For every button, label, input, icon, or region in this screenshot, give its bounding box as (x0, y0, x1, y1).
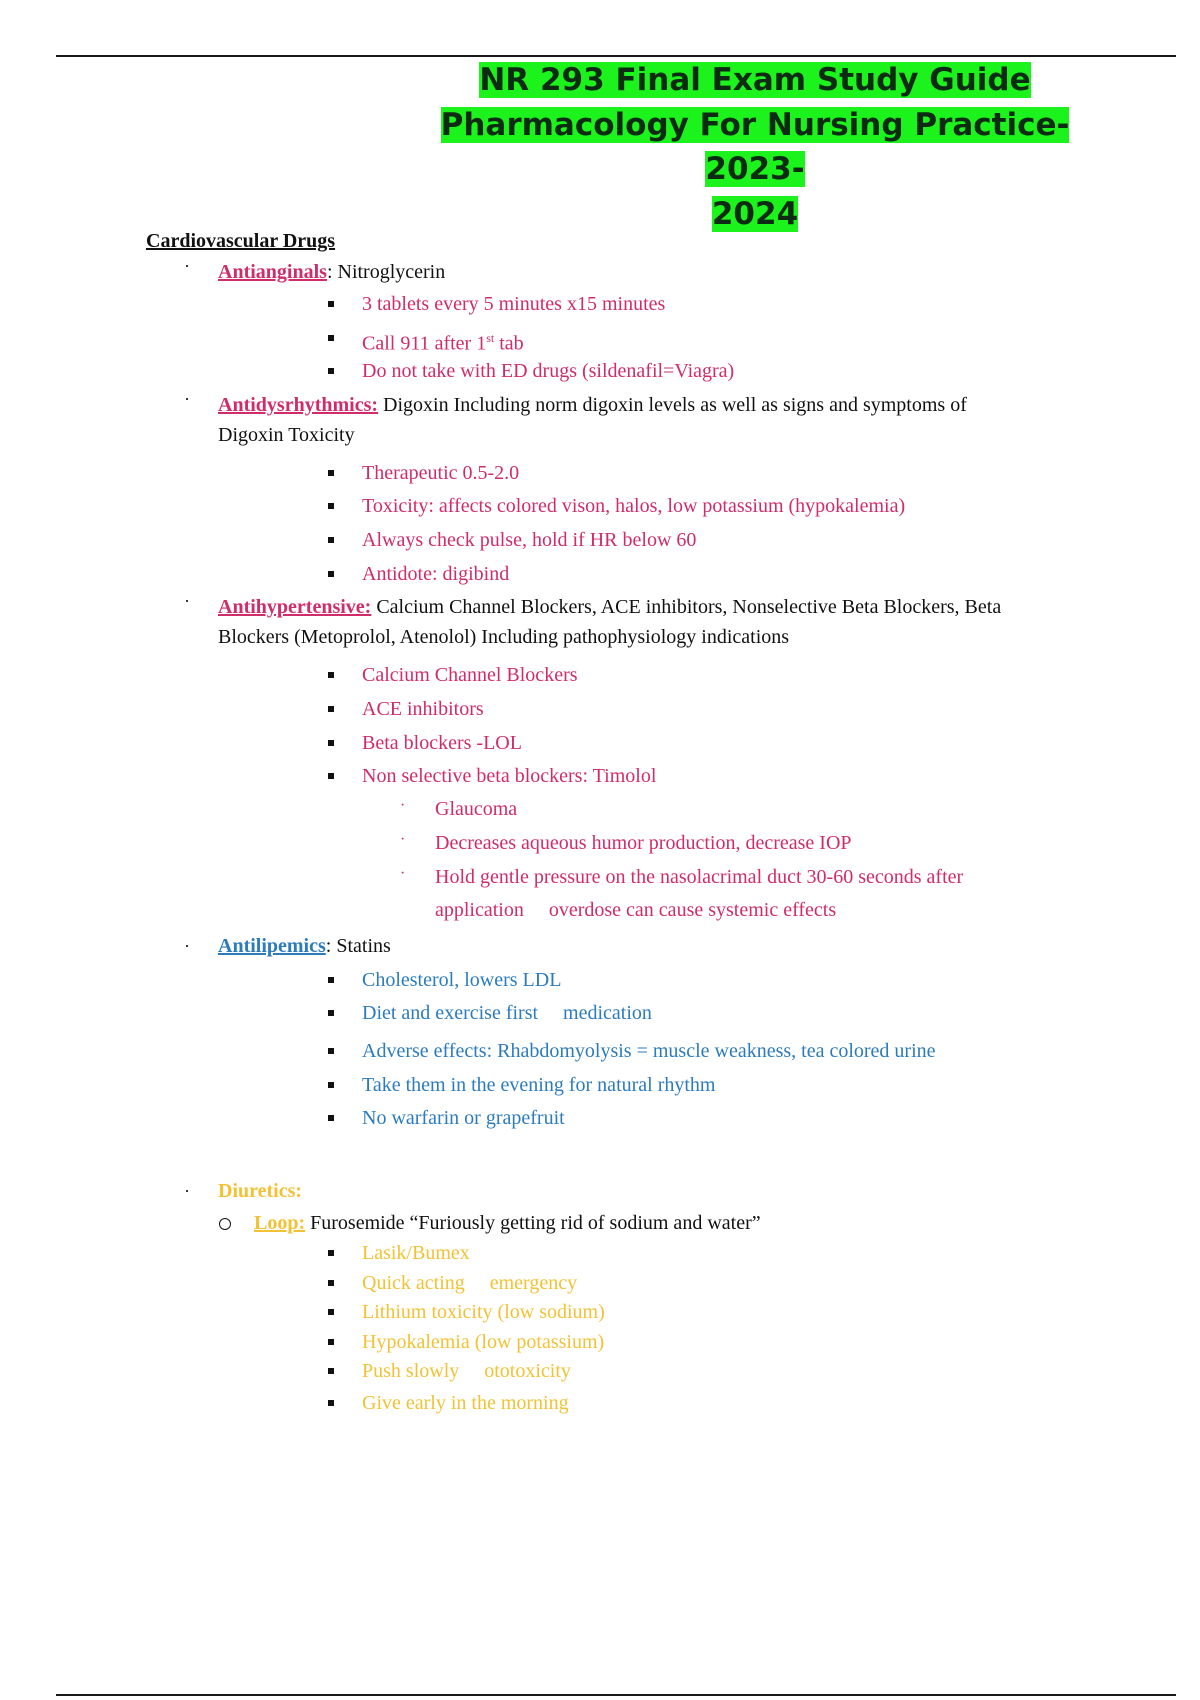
sub-bullet: · (400, 865, 406, 882)
sub-list-item: Hold gentle pressure on the nasolacrimal duct 30-60 seconds after (435, 866, 964, 888)
list-item: ACE inhibitors (362, 698, 484, 720)
list-item: Lasik/Bumex (362, 1242, 470, 1264)
category-label: Antidysrhythmics: (218, 394, 379, 416)
square-bullet (328, 1115, 334, 1121)
list-item: Quick acting emergency (362, 1272, 578, 1294)
title-line-3: 2024 (711, 195, 799, 232)
list-item: Calcium Channel Blockers (362, 664, 578, 686)
square-bullet (328, 1010, 334, 1016)
square-bullet (328, 1309, 334, 1315)
square-bullet (328, 1280, 334, 1286)
bullet-dot: · (184, 936, 190, 956)
square-bullet (328, 977, 334, 983)
square-bullet (328, 773, 334, 779)
square-bullet (328, 368, 334, 374)
list-item: Lithium toxicity (low sodium) (362, 1301, 605, 1323)
sub-list-item: Glaucoma (435, 798, 518, 820)
category-label: Antianginals (218, 261, 327, 283)
circle-bullet (219, 1218, 231, 1230)
category-antianginals: Antianginals: Nitroglycerin (218, 261, 446, 283)
list-item: Call 911 after 1st tab (362, 331, 524, 355)
sub-bullet: · (400, 797, 406, 814)
square-bullet (328, 301, 334, 307)
bullet-dot: · (184, 1181, 190, 1201)
title-line-1: NR 293 Final Exam Study Guide (479, 62, 1031, 98)
square-bullet (328, 1082, 334, 1088)
square-bullet (328, 335, 334, 341)
list-item: Hypokalemia (low potassium) (362, 1331, 605, 1353)
list-item: Beta blockers -LOL (362, 732, 522, 754)
sub-list-item-continued: application overdose can cause systemic effects (435, 899, 837, 921)
square-bullet (328, 537, 334, 543)
subcategory-loop: Loop: Furosemide “Furiously getting rid of sodium and water” (254, 1212, 761, 1234)
bullet-dot: · (184, 591, 190, 611)
list-item: Diet and exercise first medication (362, 1002, 652, 1024)
square-bullet (328, 1368, 334, 1374)
bottom-rule (56, 1694, 1176, 1696)
category-antihypertensive: Antihypertensive: Calcium Channel Blockers, ACE inhibitors, Nonselective Beta Blockers, Beta (218, 596, 1002, 618)
list-item: Non selective beta blockers: Timolol (362, 765, 657, 787)
bullet-dot: · (184, 389, 190, 409)
list-item: Adverse effects: Rhabdomyolysis = muscle weakness, tea colored urine (362, 1040, 936, 1062)
category-antidysrhythmics: Antidysrhythmics: Digoxin Including norm digoxin levels as well as signs and symptoms of (218, 394, 967, 416)
list-item: Toxicity: affects colored vison, halos, low potassium (hypokalemia) (362, 495, 906, 517)
list-item: Give early in the morning (362, 1392, 569, 1414)
list-item: Cholesterol, lowers LDL (362, 969, 562, 991)
sub-list-item: Decreases aqueous humor production, decrease IOP (435, 832, 852, 854)
list-item: Always check pulse, hold if HR below 60 (362, 529, 697, 551)
square-bullet (328, 672, 334, 678)
title-line-2: Pharmacology For Nursing Practice-2023- (440, 106, 1070, 187)
category-label: Antihypertensive: (218, 596, 372, 618)
square-bullet (328, 740, 334, 746)
square-bullet (328, 706, 334, 712)
square-bullet (328, 503, 334, 509)
category-antilipemics: Antilipemics: Statins (218, 935, 391, 957)
category-label: Diuretics: (218, 1180, 303, 1202)
square-bullet (328, 571, 334, 577)
category-label: Antilipemics (218, 935, 326, 957)
list-item: Antidote: digibind (362, 563, 510, 585)
list-item: 3 tablets every 5 minutes x15 minutes (362, 293, 666, 315)
square-bullet (328, 1400, 334, 1406)
category-text-continued: Blockers (Metoprolol, Atenolol) Including pathophysiology indications (218, 626, 790, 648)
category-diuretics (218, 1178, 302, 1204)
list-item: Therapeutic 0.5-2.0 (362, 462, 520, 484)
square-bullet (328, 1339, 334, 1345)
category-text-continued: Digoxin Toxicity (218, 424, 355, 446)
subcategory-label: Loop: (254, 1212, 306, 1234)
section-heading: Cardiovascular Drugs (146, 230, 336, 252)
square-bullet (328, 1048, 334, 1054)
bullet-dot: · (184, 256, 190, 276)
sub-bullet: · (400, 831, 406, 848)
square-bullet (328, 470, 334, 476)
list-item: Take them in the evening for natural rhythm (362, 1074, 716, 1096)
list-item: Push slowly ototoxicity (362, 1360, 571, 1382)
list-item: No warfarin or grapefruit (362, 1107, 565, 1129)
square-bullet (328, 1250, 334, 1256)
list-item: Do not take with ED drugs (sildenafil=Viagra) (362, 360, 735, 382)
